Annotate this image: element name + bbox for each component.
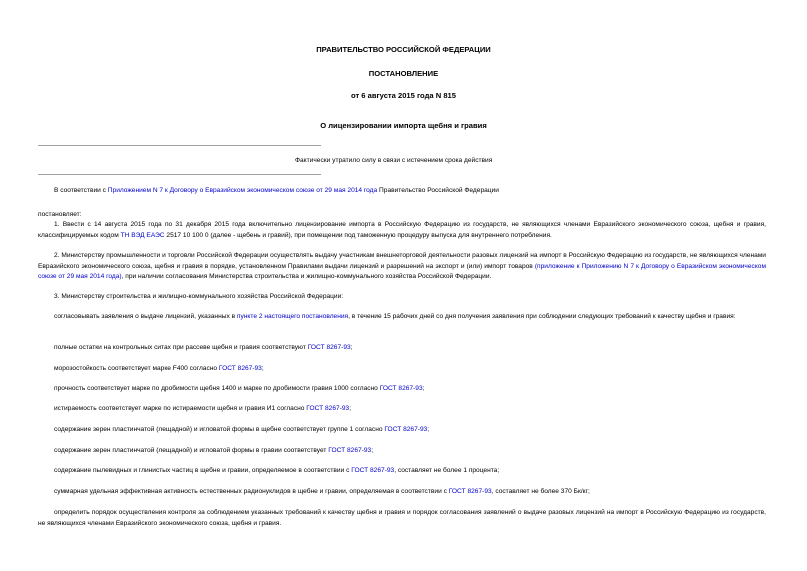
eaeu-treaty-link[interactable]: Приложением N 7 к Договору о Евразийском экономическом союзе от 29 мая 2014 года: [107, 187, 378, 194]
gost-link[interactable]: ГОСТ 8267-93: [306, 405, 350, 412]
gost-link[interactable]: ГОСТ 8267-93: [384, 426, 428, 433]
decree-word: постановляет:: [38, 211, 82, 218]
paragraph-3-control: определить порядок осуществления контроля за соблюдением указанных требований к качеству щебня и гравия и порядок согласования заявлений о выдаче разовых лицензий на импорт в Российскую Федерацию из государств, не являющихся членами Евразийского экономического союза, щебня и гравия.: [38, 509, 766, 527]
document-title: О лицензировании импорта щебня и гравия: [320, 121, 487, 130]
paragraph-1: 1. Ввести с 14 августа 2015 года по 31 декабря 2015 года включительно лицензирование импорта в Российскую Федерацию из государств, не являющихся членами Евразийского экономического союза, щебня и гравия, классифицируемых кодом ТН ВЭД ЕАЭС 2517 10 100 0 (далее - щебень и гравий), при помещении под таможенную процедуру выпуска для внутреннего потребления.: [38, 221, 766, 239]
requirement-item: содержание зерен пластинчатой (лещадной) и игловатой формы в щебне соответствует группе 1 согласно ГОСТ 8267-93;: [54, 426, 430, 433]
requirement-item: содержание зерен пластинчатой (лещадной) и игловатой формы в гравии соответствует ГОСТ 8267-93;: [54, 447, 374, 454]
paragraph-3-approve: согласовывать заявления о выдаче лицензий, указанных в пункте 2 настоящего постановления, в течение 15 рабочих дней со дня получения заявления при соблюдении следующих требований к качеству щебня и гравия:: [54, 313, 736, 320]
requirement-item: прочность соответствует марке по дробимости щебня 1400 и марке по дробимости гравия 1000 согласно ГОСТ 8267-93;: [54, 385, 425, 392]
government-name: ПРАВИТЕЛЬСТВО РОССИЙСКОЙ ФЕДЕРАЦИИ: [316, 45, 491, 54]
status-note: Фактически утратило силу в связи с истечением срока действия: [295, 157, 493, 164]
preamble: В соответствии с Приложением N 7 к Договору о Евразийском экономическом союзе от 29 мая 2014 года Правительство Российской Федерации: [54, 187, 499, 194]
document-date-number: от 6 августа 2015 года N 815: [351, 91, 456, 100]
requirement-item: полные остатки на контрольных ситах при рассеве щебня и гравия соответствуют ГОСТ 8267-93;: [54, 344, 353, 351]
divider-bottom: [38, 174, 321, 175]
paragraph-2: 2. Министерству промышленности и торговли Российской Федерации осуществлять выдачу участникам внешнеторговой деятельности разовых лицензий на импорт в Российскую Федерацию из государств, не являющихся членами Евразийского экономического союза, щебня и гравия в порядке, установленном Правилами выдачи лицензий и разрешений на экспорт и (или) импорт товаров (приложение к Приложению N 7 к Договору о Евразийском экономическом союзе от 29 мая 2014 года), при наличии согласования Министерства строительства и жилищно-коммунального хозяйства Российской Федерации.: [38, 252, 766, 280]
divider-top: [38, 145, 321, 146]
gost-link[interactable]: ГОСТ 8267-93: [351, 467, 395, 474]
document-type: ПОСТАНОВЛЕНИЕ: [368, 69, 439, 78]
requirement-item: содержание пылевидных и глинистых частиц в щебне и гравии, определяемое в соответствии с ГОСТ 8267-93, составляет не более 1 процента;: [54, 467, 500, 474]
gost-link[interactable]: ГОСТ 8267-93: [379, 385, 423, 392]
gost-link[interactable]: ГОСТ 8267-93: [218, 365, 262, 372]
requirement-item: суммарная удельная эффективная активность естественных радионуклидов в щебне и гравии, определяемая в соответствии с ГОСТ 8267-93, составляет не более 370 Бк/кг;: [54, 488, 590, 495]
tnved-link[interactable]: ТН ВЭД ЕАЭС: [120, 231, 165, 239]
requirement-item: морозостойкость соответствует марке F400 согласно ГОСТ 8267-93;: [54, 365, 264, 372]
gost-link[interactable]: ГОСТ 8267-93: [307, 344, 351, 351]
gost-link[interactable]: ГОСТ 8267-93: [448, 488, 492, 495]
gost-link[interactable]: ГОСТ 8267-93: [328, 447, 372, 454]
paragraph-3: 3. Министерству строительства и жилищно-коммунального хозяйства Российской Федерации:: [54, 293, 344, 300]
requirement-item: истираемость соответствует марке по истираемости щебня и гравия И1 согласно ГОСТ 8267-93;: [54, 405, 352, 412]
paragraph-2-link[interactable]: пункте 2 настоящего постановления: [236, 313, 349, 320]
licensing-rules-link[interactable]: (приложение к Приложению N 7 к Договору о Евразийском экономическом союзе от 29 мая 2014 года): [38, 262, 766, 280]
